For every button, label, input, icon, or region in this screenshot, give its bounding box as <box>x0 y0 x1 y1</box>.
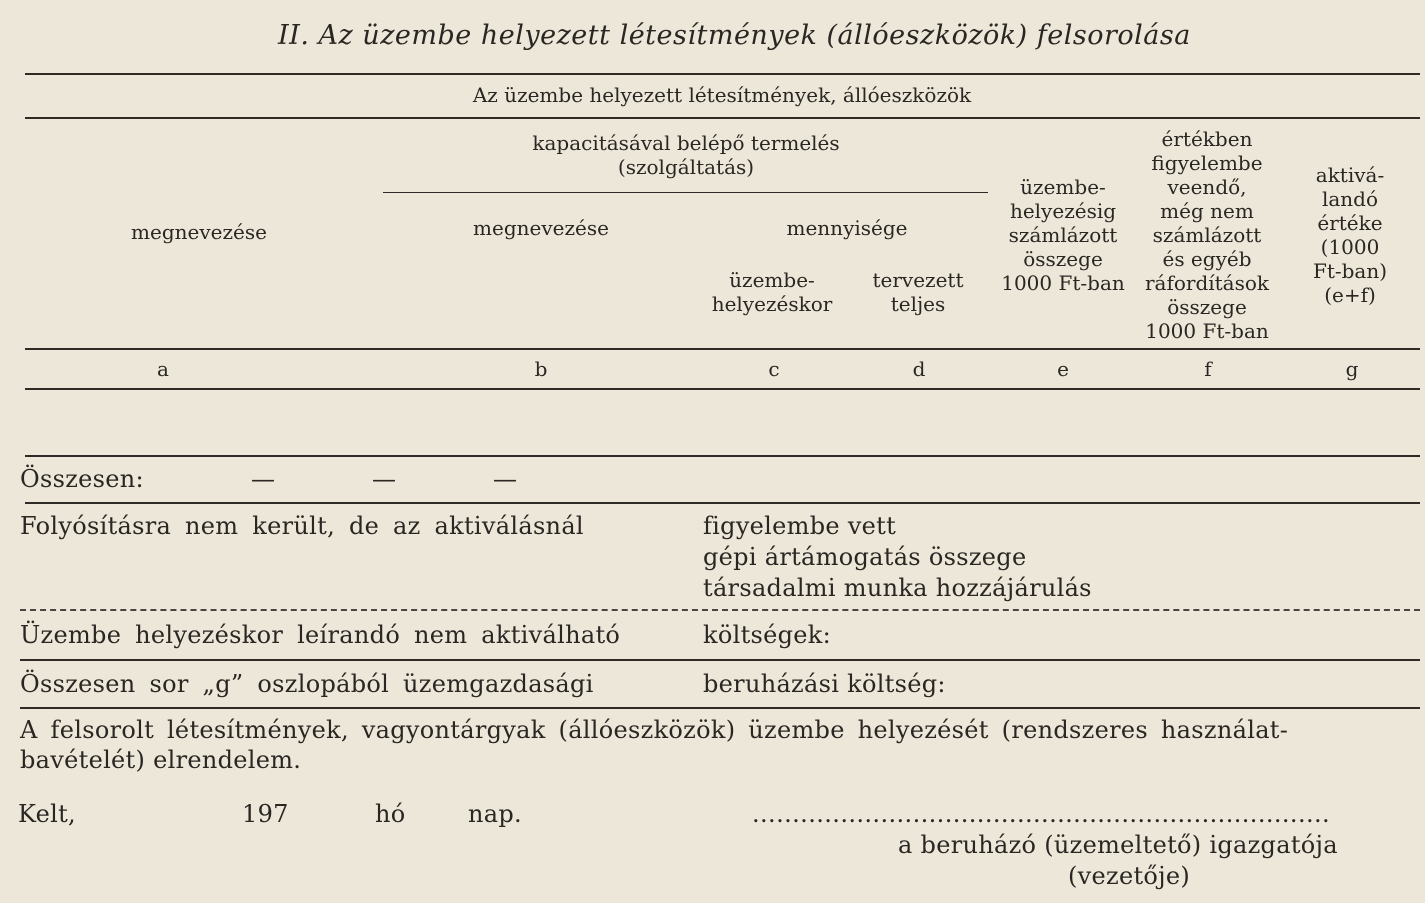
investment-cost-label: beruházási költség: <box>703 670 946 698</box>
quantity-header: mennyisége <box>786 216 908 240</box>
super-header: Az üzembe helyezett létesítmények, állóeszközök <box>472 83 972 107</box>
letters-rule <box>25 388 1420 390</box>
non-capitalizable-label: Üzembe helyezéskor leírandó nem aktiválható <box>20 621 621 649</box>
costs-rule <box>20 659 1420 661</box>
col-f-header: értékben figyelembe veendő, még nem számlázott és egyéb ráfordítások összege 1000 Ft-ban <box>1144 127 1270 343</box>
col-letter-d: d <box>912 357 926 381</box>
social-work-label: társadalmi munka hozzájárulás <box>703 574 1092 602</box>
machine-subsidy-label: gépi ártámogatás összege <box>703 543 1027 571</box>
col-c-header: üzembe- helyezéskor <box>711 268 833 316</box>
col-b-header: megnevezése <box>473 216 609 240</box>
date-day-label: nap. <box>468 800 522 828</box>
capacity-group-header: kapacitásával belépő termelés (szolgáltatás) <box>532 131 840 179</box>
totals-dash-1: — <box>251 465 276 493</box>
col-e-header: üzembe- helyezésig számlázott összege 1000 Ft-ban <box>1001 175 1125 295</box>
col-a-header: megnevezése <box>131 220 267 244</box>
col-letter-f: f <box>1204 357 1212 381</box>
order-text-line-1: A felsorolt létesítmények, vagyontárgyak (állóeszközök) üzembe helyezését (rendszeres használat- <box>20 716 1289 744</box>
investment-rule <box>20 707 1420 709</box>
not-disbursed-label: Folyósításra nem került, de az aktiválásnál <box>20 512 584 540</box>
totals-rule <box>25 502 1420 504</box>
col-d-header: tervezett teljes <box>872 268 964 316</box>
signature-title-line-2: (vezetője) <box>1068 862 1191 890</box>
table-top-rule <box>25 73 1420 75</box>
data-area-rule <box>25 455 1420 457</box>
header-bottom-rule <box>25 348 1420 350</box>
col-g-header: aktivá- landó értéke (1000 Ft-ban) (e+f) <box>1312 163 1388 307</box>
capacity-group-rule <box>383 192 988 193</box>
date-year: 197 <box>242 800 289 828</box>
costs-label: költségek: <box>703 621 832 649</box>
totals-label: Összesen: <box>20 465 144 493</box>
totals-dash-3: — <box>493 465 518 493</box>
col-letter-e: e <box>1057 357 1069 381</box>
considered-label: figyelembe vett <box>703 512 897 540</box>
totals-dash-2: — <box>372 465 397 493</box>
operational-total-label: Összesen sor „g” oszlopából üzemgazdasági <box>20 670 594 698</box>
signature-title-line-1: a beruházó (üzemeltető) igazgatója <box>898 831 1338 859</box>
date-month-label: hó <box>375 800 406 828</box>
block-dashed-rule <box>20 609 1420 611</box>
date-kelt-label: Kelt, <box>18 800 76 828</box>
form-section-title: II. Az üzembe helyezett létesítmények (állóeszközök) felsorolása <box>278 20 1191 51</box>
signature-dotted-line: ........................................................................ <box>752 800 1331 828</box>
super-header-rule <box>25 117 1420 119</box>
col-letter-g: g <box>1345 357 1359 381</box>
order-text-line-2: bavételét) elrendelem. <box>20 746 302 774</box>
col-letter-b: b <box>534 357 548 381</box>
col-letter-a: a <box>157 357 169 381</box>
col-letter-c: c <box>768 357 780 381</box>
